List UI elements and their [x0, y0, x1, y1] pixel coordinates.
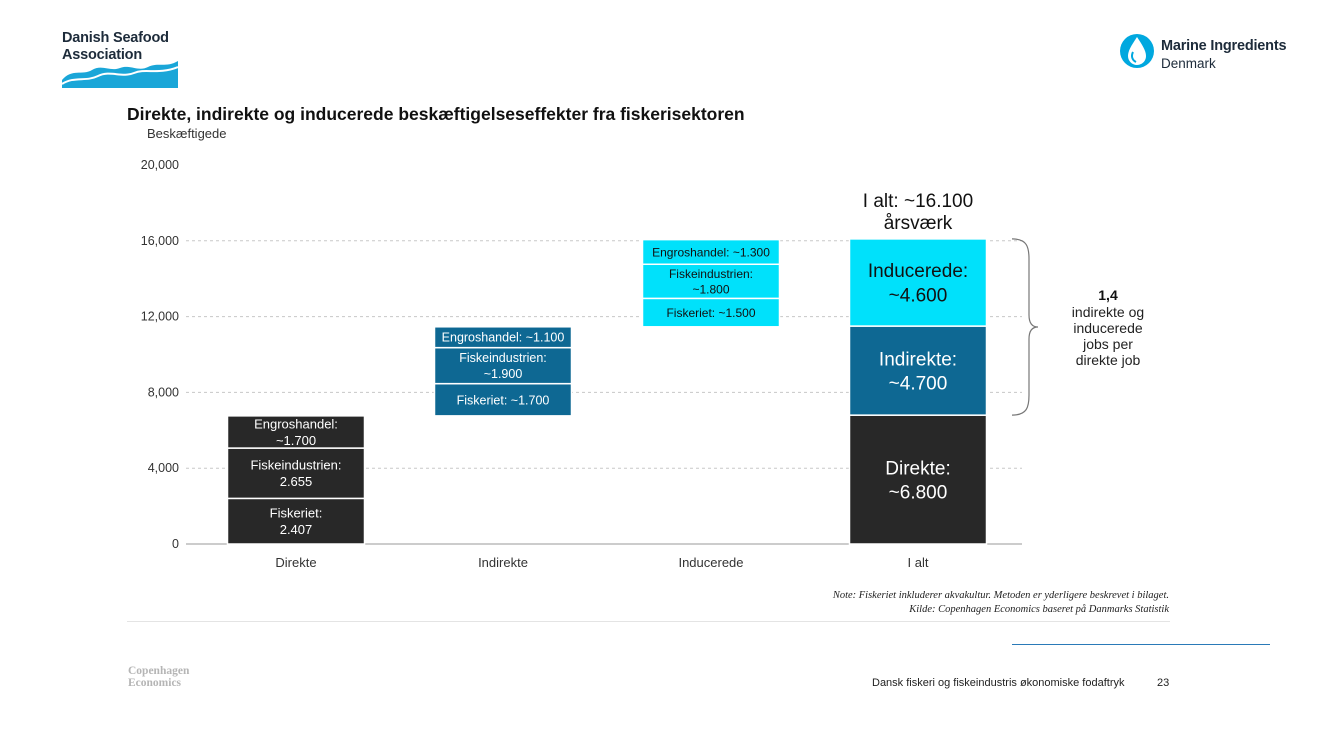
- bar-segment: [850, 415, 987, 544]
- data-label: ~6.800: [888, 482, 948, 504]
- copenhagen-economics-logo: Copenhagen Economics: [128, 665, 190, 689]
- data-label: Inducerede:: [867, 261, 969, 283]
- footer-accent-line: [1012, 644, 1270, 645]
- total-label: årsværk: [883, 213, 953, 234]
- data-label: Fiskeriet: ~1.500: [666, 305, 756, 320]
- footer-report-title: Dansk fiskeri og fiskeindustris økonomiske fodaftryk: [872, 677, 1125, 689]
- bar-segment: [228, 448, 365, 498]
- multiplier-value: 1,4: [1098, 287, 1118, 303]
- data-label: ~1.800: [692, 282, 730, 297]
- y-tick-label: 20,000: [140, 158, 179, 172]
- bar-segment: [850, 239, 987, 326]
- data-label: Fiskeindustrien:: [250, 457, 342, 473]
- data-label: Engroshandel:: [254, 416, 338, 432]
- x-tick-label: Inducerede: [678, 555, 744, 570]
- data-label: Fiskeindustrien:: [668, 266, 754, 281]
- chart-note: Note: Fiskeriet inkluderer akvakultur. Metoden er yderligere beskrevet i bilaget.: [832, 590, 1169, 601]
- x-tick-label: Direkte: [275, 555, 317, 570]
- footer-divider: [127, 621, 1170, 622]
- data-label: Engroshandel: ~1.300: [652, 245, 770, 260]
- data-label: Fiskeriet: ~1.700: [456, 393, 550, 408]
- y-tick-label: 4,000: [147, 461, 179, 476]
- y-tick-label: 0: [172, 537, 179, 551]
- data-label: Direkte:: [885, 458, 951, 480]
- multiplier-label: direkte job: [1075, 352, 1141, 368]
- data-label: ~1.700: [275, 432, 317, 448]
- data-label: ~1.900: [483, 367, 523, 382]
- x-tick-label: Indirekte: [478, 555, 528, 570]
- multiplier-label: indirekte og: [1071, 304, 1145, 320]
- data-label: 2.655: [279, 474, 313, 490]
- logo-right-subname: Denmark: [1161, 56, 1216, 71]
- data-label: ~4.700: [888, 373, 948, 395]
- data-label: 2.407: [279, 522, 313, 538]
- y-tick-label: 12,000: [140, 309, 179, 324]
- bar-segment: [850, 326, 987, 415]
- data-label: ~4.600: [888, 285, 948, 307]
- y-tick-label: 8,000: [147, 385, 179, 400]
- y-axis-label: Beskæftigede: [147, 126, 227, 141]
- total-label: I alt: ~16.100: [862, 191, 974, 212]
- brace: [1012, 239, 1038, 415]
- data-label: Engroshandel: ~1.100: [441, 330, 565, 345]
- data-label: Fiskeindustrien:: [459, 351, 547, 366]
- data-label: Indirekte:: [878, 349, 958, 371]
- x-tick-label: I alt: [907, 555, 929, 570]
- page-number: 23: [1157, 677, 1170, 689]
- data-label: Fiskeriet:: [269, 505, 323, 521]
- chart-source: Kilde: Copenhagen Economics baseret på Danmarks Statistik: [909, 604, 1169, 615]
- multiplier-label: jobs per: [1083, 336, 1133, 352]
- logo-right-name: Marine Ingredients: [1161, 38, 1287, 54]
- y-tick-label: 16,000: [140, 233, 179, 248]
- logo-left-name: Danish Seafood Association: [62, 30, 169, 63]
- chart-title: Direkte, indirekte og inducerede beskæftigelseseffekter fra fiskerisektoren: [127, 104, 745, 124]
- multiplier-label: inducerede: [1073, 320, 1143, 336]
